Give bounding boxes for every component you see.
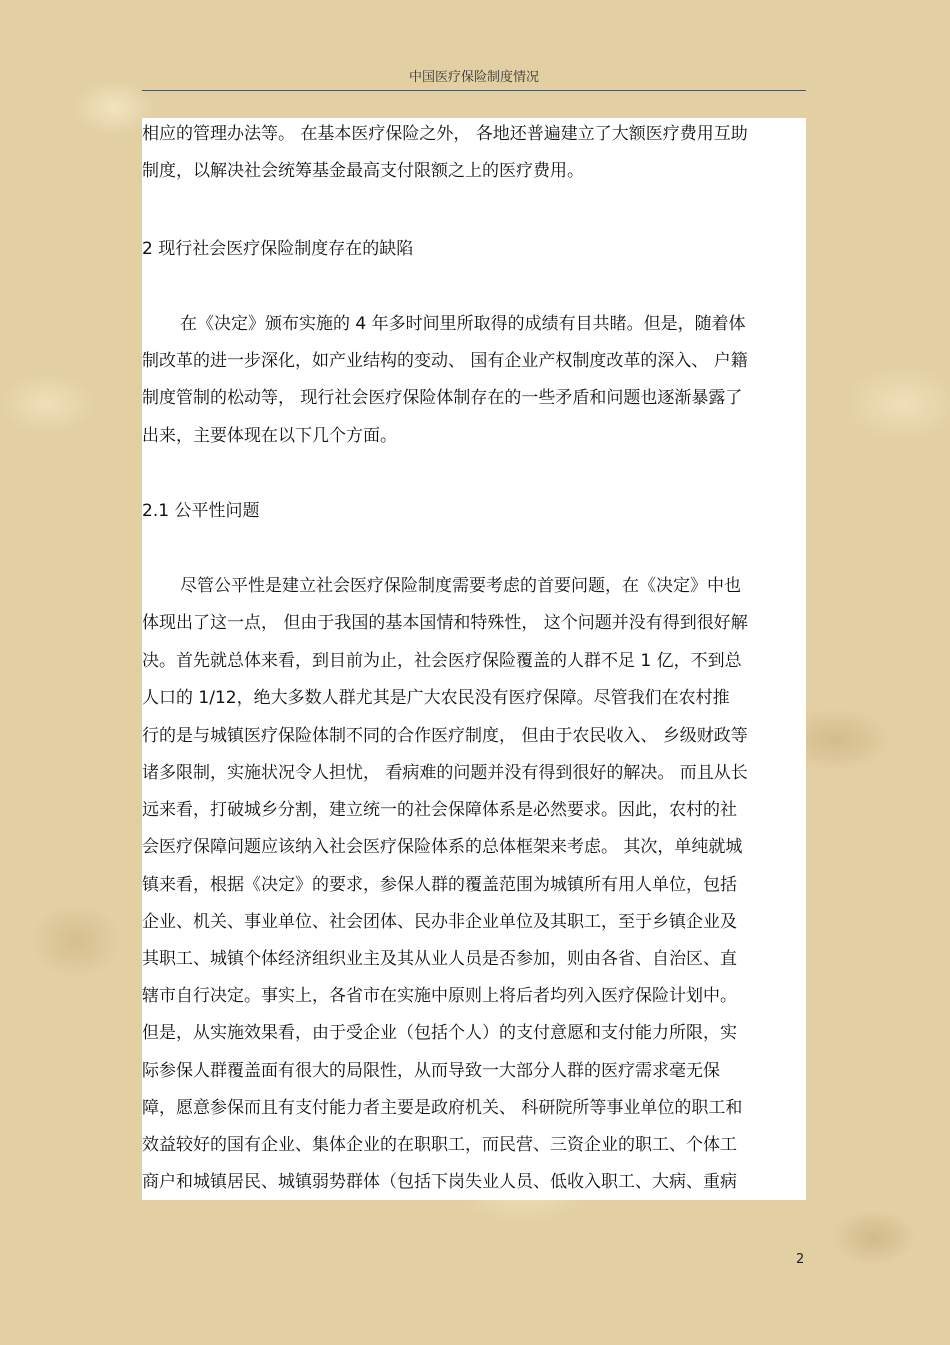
- body-line: 效益较好的国有企业、集体企业的在职职工，而民营、三资企业的职工、个体工: [142, 1135, 737, 1155]
- body-line: 尽管公平性是建立社会医疗保险制度需要考虑的首要问题，在《决定》中也: [180, 576, 741, 596]
- subsection-heading: 2.1 公平性问题: [142, 501, 260, 521]
- body-line: 制度，以解决社会统筹基金最高支付限额之上的医疗费用。: [142, 161, 584, 181]
- body-line: 镇来看，根据《决定》的要求，参保人群的覆盖范围为城镇所有用人单位，包括: [142, 875, 737, 895]
- body-line: 会医疗保障问题应该纳入社会医疗保险体系的总体框架来考虑。 其次，单纯就城: [142, 837, 743, 857]
- body-line: 其职工、城镇个体经济组织业主及其从业人员是否参加，则由各省、自治区、直: [142, 949, 737, 969]
- body-line: 制改革的进一步深化，如产业结构的变动、 国有企业产权制度改革的深入、 户籍: [142, 351, 748, 371]
- body-line: 诸多限制，实施状况令人担忧， 看病难的问题并没有得到很好的解决。 而且从长: [142, 763, 748, 783]
- body-line: 相应的管理办法等。 在基本医疗保险之外， 各地还普遍建立了大额医疗费用互助: [142, 124, 748, 144]
- body-line: 人口的 1/12，绝大多数人群尤其是广大农民没有医疗保障。尽管我们在农村推: [142, 688, 730, 708]
- body-line: 出来，主要体现在以下几个方面。: [142, 426, 397, 446]
- section-heading: 2 现行社会医疗保险制度存在的缺陷: [142, 239, 414, 259]
- body-line: 际参保人群覆盖面有很大的局限性，从而导致一大部分人群的医疗需求毫无保: [142, 1061, 720, 1081]
- page-header: 中国医疗保险制度情况: [408, 70, 539, 85]
- document-body: [142, 118, 806, 1200]
- body-line: 决。首先就总体来看，到目前为止，社会医疗保险覆盖的人群不足 1 亿，不到总: [142, 651, 742, 671]
- body-line: 辖市自行决定。事实上，各省市在实施中原则上将后者均列入医疗保险计划中。: [142, 986, 737, 1006]
- header-divider: [142, 90, 806, 91]
- body-line: 行的是与城镇医疗保险体制不同的合作医疗制度， 但由于农民收入、 乡级财政等: [142, 726, 748, 746]
- page-number: 2: [796, 1252, 805, 1267]
- body-line: 制度管制的松动等， 现行社会医疗保险体制存在的一些矛盾和问题也逐渐暴露了: [142, 388, 743, 408]
- body-line: 商户和城镇居民、城镇弱势群体（包括下岗失业人员、低收入职工、大病、重病: [142, 1172, 737, 1192]
- body-line: 障，愿意参保而且有支付能力者主要是政府机关、 科研院所等事业单位的职工和: [142, 1098, 743, 1118]
- body-line: 在《决定》颁布实施的 4 年多时间里所取得的成绩有目共睹。但是，随着体: [180, 314, 746, 334]
- body-line: 但是，从实施效果看，由于受企业（包括个人）的支付意愿和支付能力所限，实: [142, 1023, 737, 1043]
- body-line: 远来看，打破城乡分割，建立统一的社会保障体系是必然要求。因此，农村的社: [142, 800, 737, 820]
- body-line: 企业、机关、事业单位、社会团体、民办非企业单位及其职工，至于乡镇企业及: [142, 912, 737, 932]
- body-line: 体现出了这一点， 但由于我国的基本国情和特殊性， 这个问题并没有得到很好解: [142, 613, 748, 633]
